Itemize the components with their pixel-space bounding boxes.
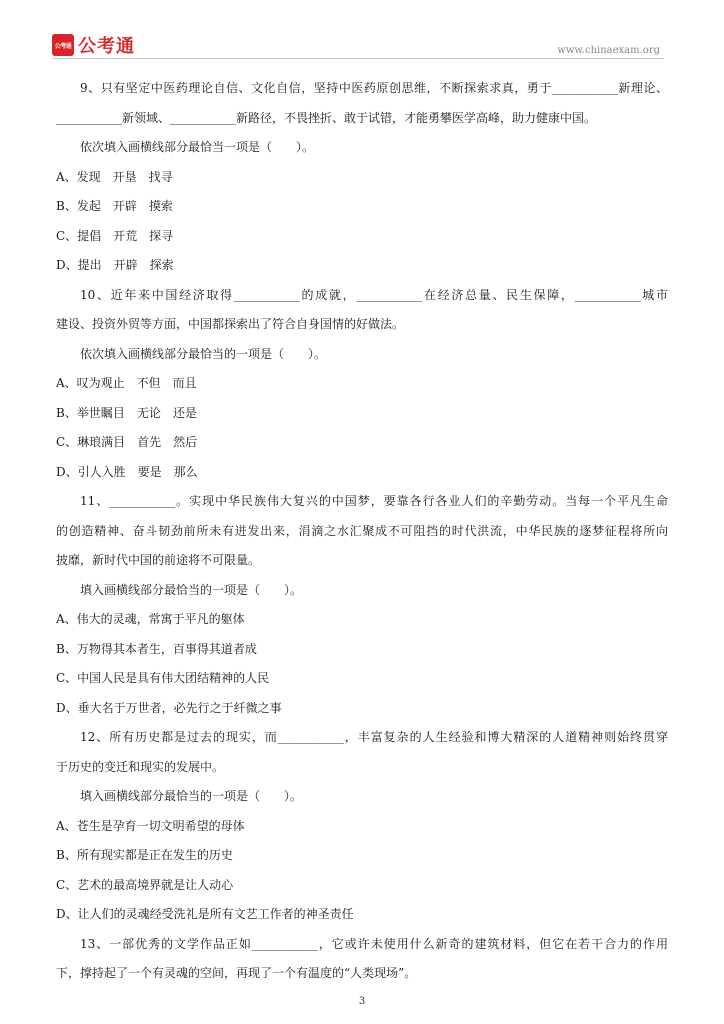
- header-divider: [52, 58, 664, 59]
- question-10-prompt: 依次填入画横线部分最恰当的一项是（ ）。: [80, 346, 327, 361]
- question-12-option-b: B、所有现实都是正在发生的历史: [56, 848, 233, 862]
- page-header: [52, 30, 664, 60]
- page-number: 3: [358, 996, 366, 1007]
- question-10-option-a: A、叹为观止 不但 而且: [56, 376, 197, 390]
- question-9-stem-line-1: 9、只有坚定中医药理论自信、文化自信，坚持中医药原创思维，不断探索求真，勇于___________新理论、: [80, 81, 668, 95]
- question-11-stem-line-2: 的创造精神、奋斗韧劲前所未有迸发出来，涓滴之水汇聚成不可阻挡的时代洪流，中华民族的逐梦征程将所向: [56, 523, 668, 538]
- question-12-option-c: C、艺术的最高境界就是让人动心: [56, 877, 234, 892]
- question-9-option-b: B、发起 开辟 摸索: [56, 199, 173, 213]
- question-10-option-c: C、琳琅满目 首先 然后: [56, 435, 198, 449]
- question-9-stem-line-2: ___________新领域、___________新路径，不畏挫折、敢于试错，才能勇攀医学高峰，助力健康中国。: [56, 110, 597, 125]
- question-11-option-c: C、中国人民是具有伟大团结精神的人民: [56, 671, 270, 685]
- brand-logo[interactable]: [52, 32, 135, 58]
- question-11-option-a: A、伟大的灵魂，常寓于平凡的躯体: [56, 612, 245, 626]
- question-12-stem-line-1: 12、所有历史都是过去的现实，而___________，丰富复杂的人生经验和博大精深的人道精神则始终贯穿: [80, 730, 668, 744]
- document-body: [56, 74, 668, 989]
- site-url[interactable]: www.chinaexam.org: [557, 45, 660, 56]
- question-10-stem-line-2: 建设、投资外贸等方面，中国都探索出了符合自身国情的好做法。: [56, 317, 405, 331]
- question-10-option-d: D、引人入胜 要是 那么: [56, 464, 198, 479]
- question-11-option-b: B、万物得其本者生，百事得其道者成: [56, 641, 257, 656]
- question-9-option-d: D、提出 开辟 探索: [56, 258, 174, 272]
- question-13-stem-line-2: 下，撑持起了一个有灵魂的空间，再现了一个有温度的“人类现场”。: [56, 966, 417, 980]
- question-10-option-b: B、举世瞩目 无论 还是: [56, 405, 197, 420]
- question-12-option-a: A、苍生是孕育一切文明希望的母体: [56, 818, 245, 833]
- question-11-prompt: 填入画横线部分最恰当的一项是（ ）。: [80, 582, 303, 597]
- question-9-option-c: C、提倡 开荒 探寻: [56, 228, 174, 243]
- question-12-stem-line-2: 于历史的变迁和现实的发展中。: [56, 759, 225, 774]
- question-9-option-a: A、发现 开垦 找寻: [56, 169, 173, 184]
- question-9-prompt: 依次填入画横线部分最恰当一项是（ ）。: [80, 140, 315, 154]
- question-12-prompt: 填入画横线部分最恰当的一项是（ ）。: [80, 789, 303, 803]
- question-11-stem-line-1: 11、___________。实现中华民族伟大复兴的中国梦，要靠各行各业人们的辛勤劳动。当每一个平凡生命: [80, 494, 668, 508]
- logo-text: 公考通: [78, 36, 135, 57]
- question-10-stem-line-1: 10、近年来中国经济取得___________的成就，___________在经济总量、民生保障，___________城市: [80, 287, 668, 302]
- question-11-stem-line-3: 披靡，新时代中国的前途将不可限量。: [56, 553, 261, 567]
- question-13-stem-line-1: 13、一部优秀的文学作品正如___________，它或许未使用什么新奇的建筑材料，但它在若干合力的作用: [80, 936, 668, 951]
- question-12-option-d: D、让人们的灵魂经受洗礼是所有文艺工作者的神圣责任: [56, 907, 354, 921]
- question-11-option-d: D、垂大名于万世者，必先行之于纤微之事: [56, 700, 282, 715]
- logo-icon: 公考通: [52, 34, 74, 56]
